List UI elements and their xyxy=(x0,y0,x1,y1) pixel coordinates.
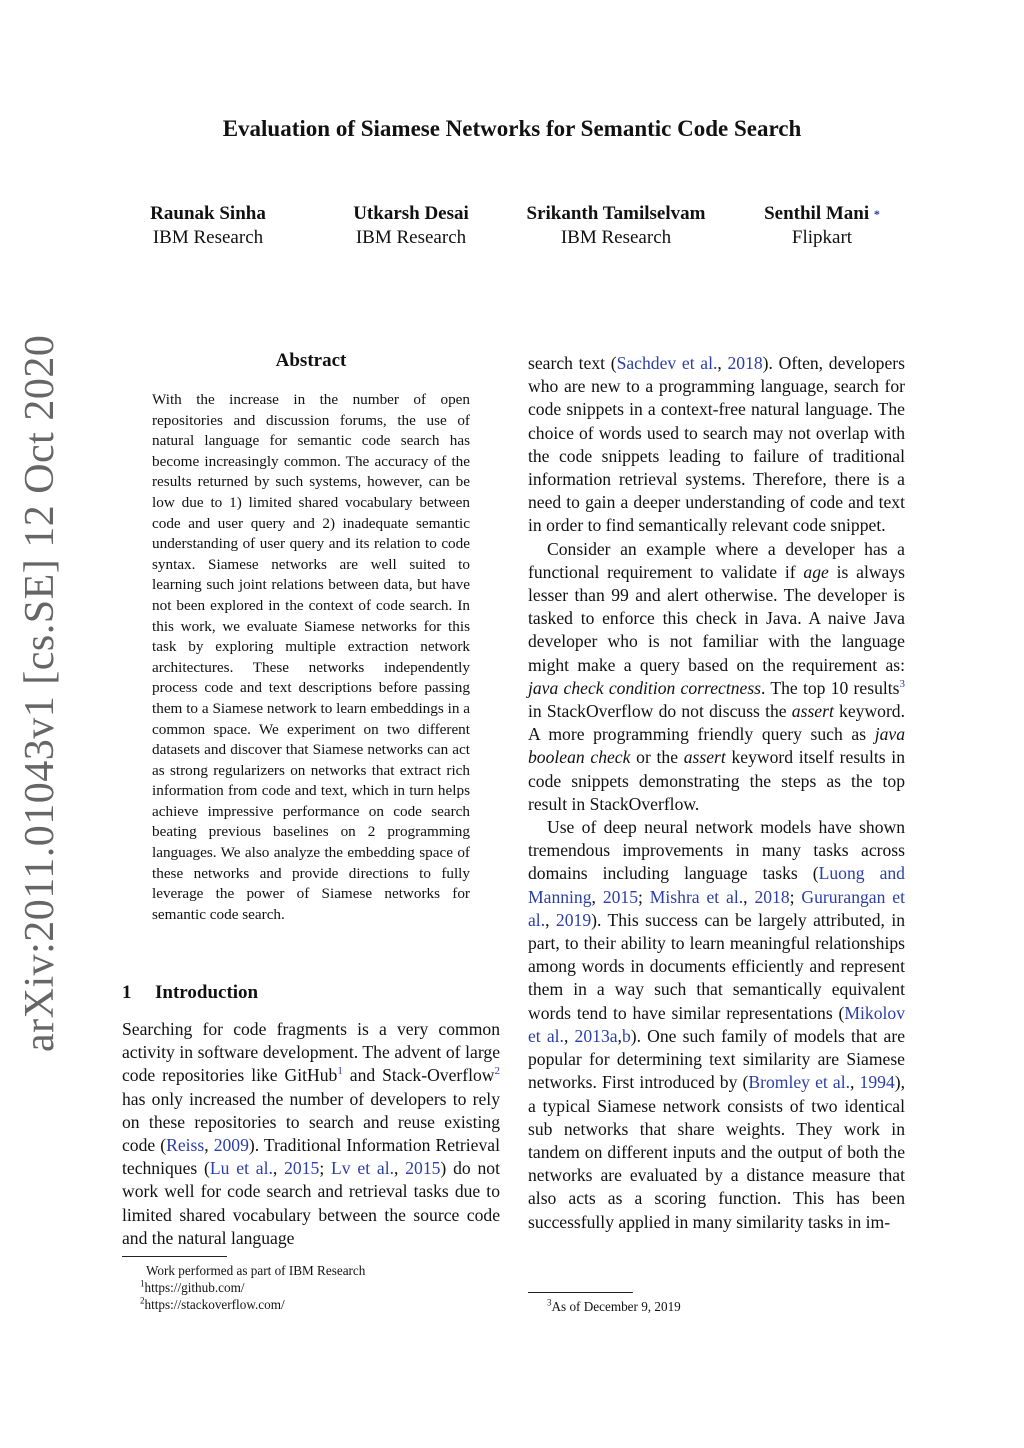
text-run: , xyxy=(591,886,603,907)
section-heading xyxy=(122,982,258,1004)
author-affiliation: IBM Research xyxy=(560,227,672,248)
text-run: search text ( xyxy=(528,353,617,373)
footnote-item: Work performed as part of IBM Research xyxy=(146,1263,366,1278)
text-run: in StackOverflow do not discuss the xyxy=(528,701,792,722)
citation-link[interactable]: Gururangan et al. xyxy=(528,886,905,930)
abstract-text: With the increase in the number of open repositories and discussion forums, the use of natural language for semantic code search has become increasingly common. The accuracy of the results returned by such systems, however, can be low due to 1) limited shared vocabulary between code and user query and 2) inadequate semantic understanding of user query and its relation to code syntax. Siamese networks are well suited to learning such joint relations between data, but have not been explored in the context of code search. In this work, we evaluate Siamese networks for this task by exploring multiple extraction network architectures. These networks independently process code and text descriptions before passing them to a Siamese network to learn embeddings in a common space. We experiment on two different datasets and discover that Siamese networks can act as strong regularizers on networks that extract rich information from code and text, which in turn helps achieve impressive performance on code search beating previous baselines on 2 programming languages. We also analyze the embedding space of these networks and provide directions to fully leverage the power of Siamese networks for semantic code search. xyxy=(152,391,470,923)
text-run: ). Often, developers who are new to a programming language, search for code snippets in a context-free natural language. The choice of words used to search may not overlap with the code snippets leading to failure of traditional information retrieval systems. Therefore, there is a need to gain a deeper understanding of code and text in order to find semantically relevant code snippet. xyxy=(528,353,905,536)
section-title: Introduction xyxy=(155,982,259,1003)
intro-left-paragraph xyxy=(122,1018,500,1250)
text-run: . The top 10 results xyxy=(761,677,900,698)
citation-link[interactable]: 2015 xyxy=(284,1158,320,1179)
text-run: ) do not work well for code search and retrieval tasks due to limited shared vocabulary between the source code and the natural language xyxy=(122,1158,500,1248)
text-run: , xyxy=(617,1025,622,1046)
text-run: , xyxy=(717,353,728,373)
footnotes-right xyxy=(547,1297,681,1315)
citation-link[interactable]: Bromley et al. xyxy=(748,1072,851,1093)
citation-link[interactable]: 2015 xyxy=(405,1158,441,1179)
footnote-item xyxy=(547,1298,681,1315)
text-run: Searching for code fragments is a very common activity in software development. The advent of large code repositories like GitHub xyxy=(122,1019,500,1086)
text-run: , xyxy=(563,1025,575,1046)
arxiv-identifier: arXiv:2011.01043v1 [cs.SE] 12 Oct 2020 xyxy=(17,334,63,1052)
italic-term: java check condition correctness xyxy=(528,677,762,698)
footnotes-left xyxy=(140,1262,366,1313)
text-run: ; xyxy=(638,886,650,907)
section-number: 1 xyxy=(122,982,132,1003)
citation-link[interactable]: 1994 xyxy=(859,1072,895,1093)
text-run: , xyxy=(394,1158,406,1179)
citation-link[interactable]: Mishra et al. xyxy=(649,886,744,907)
text-run: Use of deep neural network models have shown tremendous improvements in many tasks across domains including language tasks ( xyxy=(528,817,905,884)
text-run: or the xyxy=(630,747,684,768)
text-run: ). One such family of models that are popular for determining text similarity are Siamese networks. First introduced by ( xyxy=(528,1025,906,1093)
footnote-mark: 1 xyxy=(140,1278,145,1289)
citation-link[interactable]: 2009 xyxy=(213,1135,249,1156)
intro-paragraph xyxy=(528,352,905,538)
text-run: ). Traditional Information Retrieval techniques ( xyxy=(122,1135,500,1179)
footnote-item xyxy=(140,1279,365,1296)
citation-link[interactable]: 2018 xyxy=(727,353,763,373)
text-run: ; xyxy=(319,1158,332,1179)
footnote-url[interactable]: https://github.com/ xyxy=(144,1280,245,1295)
footnote-url[interactable]: https://stackoverflow.com/ xyxy=(144,1297,285,1312)
citation-link[interactable]: Lu et al. xyxy=(209,1158,273,1179)
author-affiliation: Flipkart xyxy=(791,227,853,248)
footnote-ref[interactable]: 1 xyxy=(337,1065,343,1078)
author-name: Srikanth Tamilselvam xyxy=(526,203,706,224)
citation-link[interactable]: Sachdev et al. xyxy=(616,353,718,373)
footnote-ref[interactable]: 3 xyxy=(899,677,905,690)
text-run: , xyxy=(272,1158,285,1179)
author-block xyxy=(311,202,511,250)
citation-link[interactable]: Mikolov et al. xyxy=(528,1002,905,1046)
author-block xyxy=(108,202,308,250)
italic-term: assert xyxy=(683,747,726,768)
italic-term: java boolean check xyxy=(528,724,905,768)
italic-term: age xyxy=(803,561,829,582)
author-footnote-mark: * xyxy=(873,207,880,221)
text-run: ). This success can be largely attributed, in part, to their ability to learn meaningful relationships among words in documents efficiently and represent them in a way such that semantically equivalent words tend to have similar representations ( xyxy=(528,909,906,1023)
footnote-text: As of December 9, 2019 xyxy=(551,1299,681,1314)
footnote-ref[interactable]: 2 xyxy=(494,1065,501,1078)
author-name: Utkarsh Desai xyxy=(353,203,469,224)
citation-link[interactable]: Reiss xyxy=(166,1135,205,1156)
citation-link[interactable]: 2018 xyxy=(754,886,790,907)
citation-link[interactable]: 2013a xyxy=(574,1025,618,1046)
text-run: , xyxy=(545,909,556,930)
intro-paragraph xyxy=(528,538,905,816)
footnote-mark: 3 xyxy=(547,1297,552,1308)
text-run: ; xyxy=(789,886,802,907)
abstract-heading: Abstract xyxy=(275,350,347,371)
intro-paragraph xyxy=(528,816,905,1234)
author-affiliation: IBM Research xyxy=(355,227,467,248)
citation-link[interactable]: Lv et al. xyxy=(331,1158,395,1179)
text-run: , xyxy=(850,1072,860,1093)
intro-right-column xyxy=(528,352,905,1234)
citation-link[interactable]: b xyxy=(621,1025,631,1046)
text-run: , xyxy=(743,886,755,907)
text-run: Consider an example where a developer has a functional requirement to validate if xyxy=(528,538,905,582)
paper-title: Evaluation of Siamese Networks for Semantic Code Search xyxy=(222,116,802,141)
text-run: has only increased the number of developers to rely on these repositories to search and reuse existing code ( xyxy=(122,1088,500,1156)
text-run: is always lesser than 99 and alert otherwise. The developer is tasked to enforce this check in Java. A naive Java developer who is not familiar with the language might make a query based on the requirement as: xyxy=(528,561,906,675)
author-affiliation: IBM Research xyxy=(152,227,264,248)
text-run: , xyxy=(204,1135,214,1156)
footnote-rule xyxy=(528,1292,633,1293)
author-name xyxy=(722,202,922,226)
author-block xyxy=(506,202,726,250)
text-run: ), a typical Siamese network consists of two identical sub networks that share weights. They work in tandem on different inputs and the output of both the networks are evaluated by a distance measure that also acts as a scoring function. This has been successfully applied in many similarity tasks in im- xyxy=(528,1072,905,1232)
footnote-mark: 2 xyxy=(140,1295,145,1306)
text-run: and Stack-Overflow xyxy=(342,1065,495,1086)
citation-link[interactable]: 2015 xyxy=(602,886,638,907)
text-run: keyword. A more programming friendly query such as xyxy=(528,701,906,745)
citation-link[interactable]: 2019 xyxy=(555,909,592,930)
text-run: keyword itself results in code snippets demonstrating the steps as the top result in StackOverflow. xyxy=(528,747,905,814)
author-block xyxy=(722,202,922,250)
citation-link[interactable]: Luong and Manning xyxy=(528,863,905,907)
italic-term: assert xyxy=(791,701,834,722)
author-name-text: Senthil Mani xyxy=(764,203,870,224)
footnote-rule xyxy=(122,1256,227,1257)
footnote-item xyxy=(140,1296,365,1313)
author-name: Raunak Sinha xyxy=(150,203,266,224)
